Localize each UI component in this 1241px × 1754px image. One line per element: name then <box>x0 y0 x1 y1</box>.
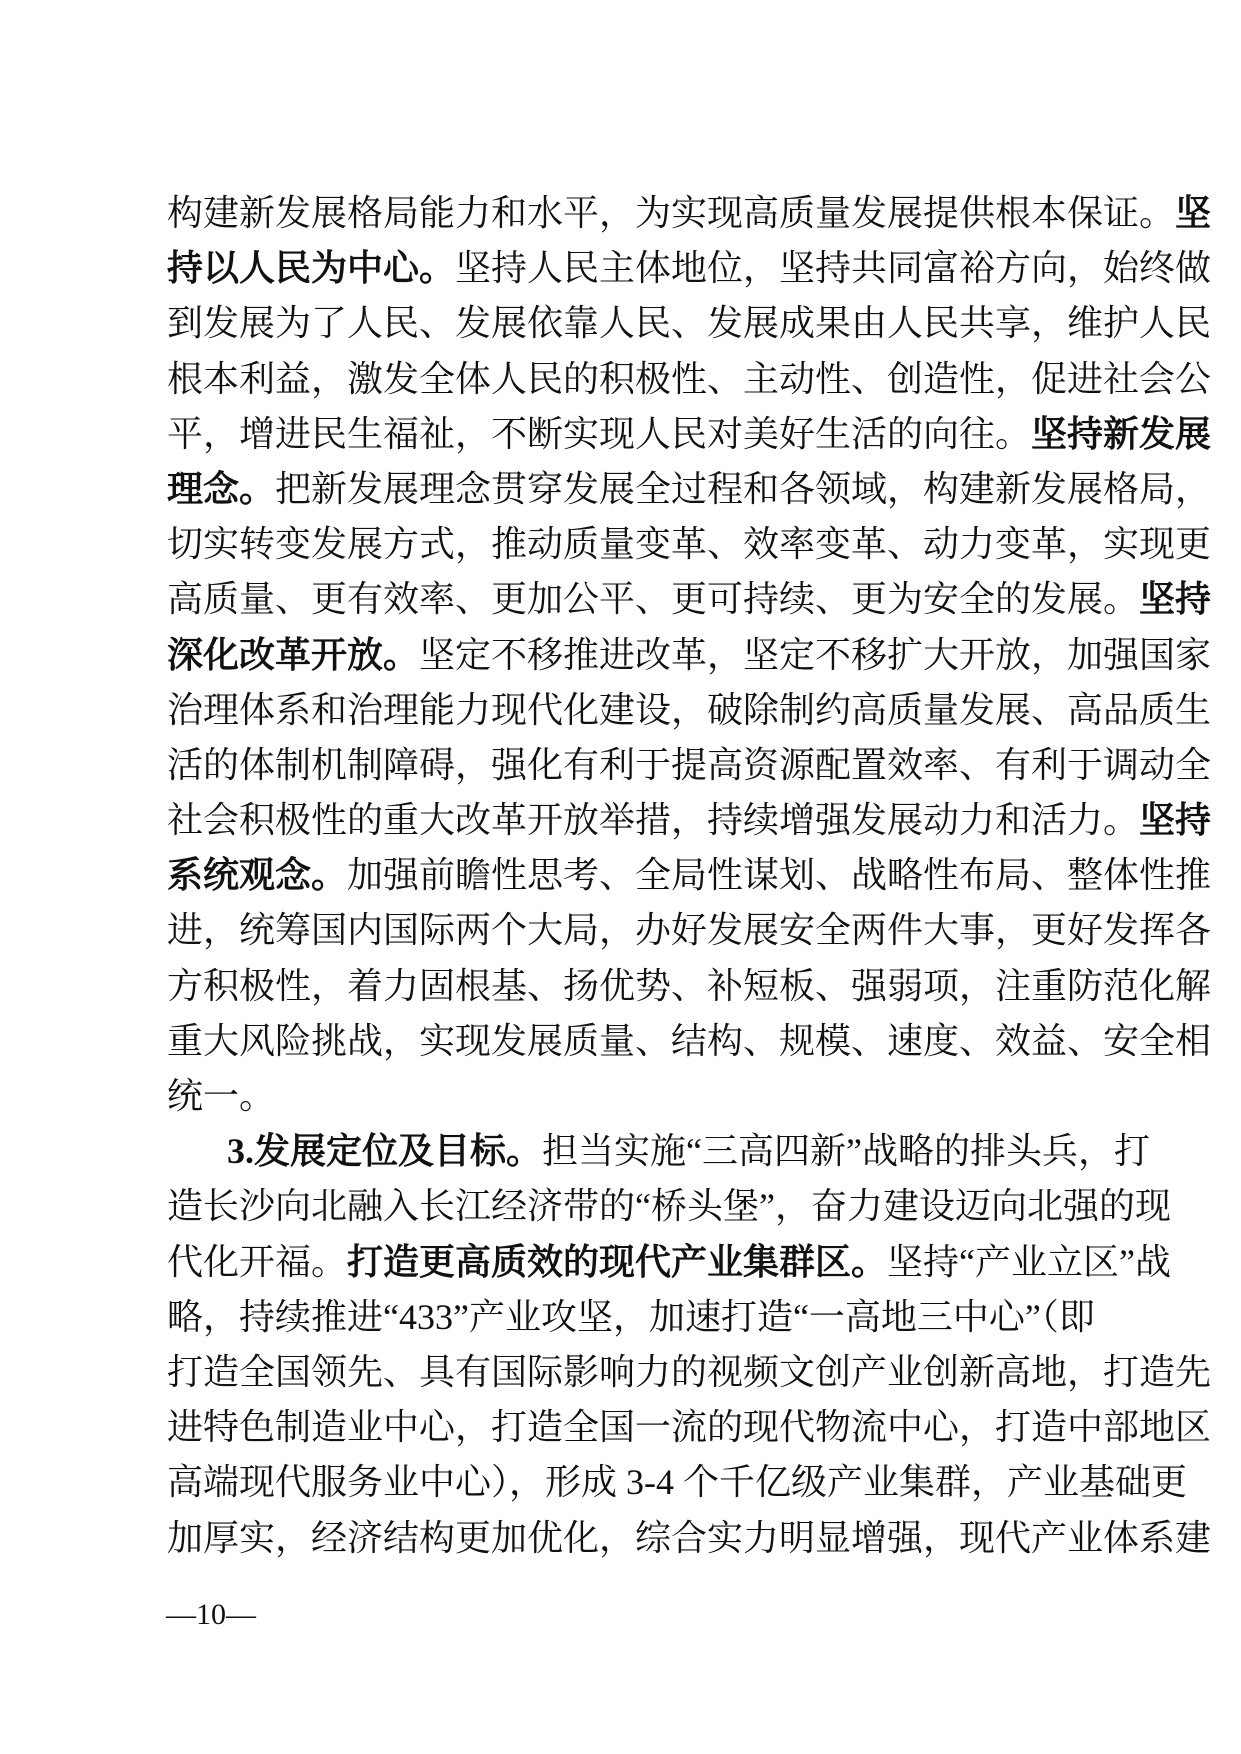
text-line <box>167 793 1212 848</box>
text-line <box>167 1455 1187 1510</box>
text-line <box>167 1290 1095 1345</box>
text-line <box>167 683 1212 738</box>
text-line <box>167 462 1212 517</box>
body-text-segment: 治理体系和治理能力现代化建设，破除制约高质量发展、高品质生 <box>167 689 1212 730</box>
text-line <box>167 848 1212 903</box>
text-line <box>167 628 1212 683</box>
body-text-segment: 构建新发展格局能力和水平，为实现高质量发展提供根本保证。 <box>167 193 1176 233</box>
text-line <box>167 1345 1212 1400</box>
text-line <box>167 296 1212 351</box>
body-text-segment: 社会积极性的重大改革开放举措，持续增强发展动力和活力。 <box>167 800 1140 841</box>
body-text-segment: 略，持续推进“433”产业攻坚，加速打造“一高地三中心”（即 <box>167 1296 1095 1337</box>
body-text-segment: 坚定不移推进改革，坚定不移扩大开放，加强国家 <box>419 634 1212 675</box>
text-line <box>167 352 1212 407</box>
text-line <box>167 959 1212 1014</box>
body-text-segment: 加厚实，经济结构更加优化，综合实力明显增强，现代产业体系建 <box>167 1517 1212 1558</box>
body-text-segment: 坚持“产业立区”战 <box>887 1241 1171 1282</box>
text-line <box>167 1069 1073 1124</box>
body-text-segment: 根本利益，激发全体人民的积极性、主动性、创造性，促进社会公 <box>167 358 1212 399</box>
text-line <box>167 1014 1212 1069</box>
text-line <box>167 1400 1212 1455</box>
bold-heading-text: 系统观念。 <box>167 855 348 896</box>
body-text-segment: 平，增进民生福祉，不断实现人民对美好生活的向往。 <box>167 413 1032 454</box>
body-text-segment: 代化开福。 <box>167 1241 348 1282</box>
body-text-segment: 统一。 <box>167 1076 276 1116</box>
body-text-segment: 切实转变发展方式，推动质量变革、效率变革、动力变革，实现更 <box>167 524 1212 565</box>
text-line <box>167 572 1212 627</box>
text-line <box>167 186 1212 241</box>
bold-heading-text: 坚持 <box>1139 579 1212 620</box>
body-text-segment: 高质量、更有效率、更加公平、更可持续、更为安全的发展。 <box>167 579 1140 620</box>
text-line <box>167 407 1212 462</box>
bold-heading-text: 坚持新发展 <box>1031 413 1212 454</box>
text-line <box>167 241 1212 296</box>
text-line <box>167 1124 1150 1179</box>
body-text-segment: 坚持人民主体地位，坚持共同富裕方向，始终做 <box>455 248 1212 289</box>
body-text-segment: 高端现代服务业中心），形成 3-4 个千亿级产业集群，产业基础更 <box>167 1462 1187 1503</box>
bold-heading-text: 打造更高质效的现代产业集群区。 <box>347 1241 888 1282</box>
bold-heading-text: 3.发展定位及目标。 <box>227 1131 543 1172</box>
bold-heading-text: 坚 <box>1175 193 1212 233</box>
body-text-segment: 加强前瞻性思考、全局性谋划、战略性布局、整体性推 <box>347 855 1212 896</box>
text-line <box>167 903 1212 958</box>
body-text-segment: 打造全国领先、具有国际影响力的视频文创产业创新高地，打造先 <box>167 1351 1212 1392</box>
text-line <box>167 1511 1212 1566</box>
body-text-segment: 到发展为了人民、发展依靠人民、发展成果由人民共享，维护人民 <box>167 303 1212 344</box>
body-text-segment: 造长沙向北融入长江经济带的“桥头堡”，奋力建设迈向北强的现 <box>167 1186 1171 1227</box>
text-line <box>167 517 1212 572</box>
body-text-segment: 进，统筹国内国际两个大局，办好发展安全两件大事，更好发挥各 <box>167 910 1212 951</box>
body-text-segment: 进特色制造业中心，打造全国一流的现代物流中心，打造中部地区 <box>167 1407 1212 1448</box>
body-text-segment: 方积极性，着力固根基、扬优势、补短板、强弱项，注重防范化解 <box>167 965 1212 1006</box>
body-text-segment: 担当实施“三高四新”战略的排头兵，打 <box>542 1131 1150 1172</box>
page-number: —10— <box>166 1598 256 1631</box>
body-text-segment: 重大风险挑战，实现发展质量、结构、规模、速度、效益、安全相 <box>167 1020 1212 1061</box>
body-text-segment: 活的体制机制障碍，强化有利于提高资源配置效率、有利于调动全 <box>167 744 1212 785</box>
text-line <box>167 1235 1171 1290</box>
bold-heading-text: 深化改革开放。 <box>167 634 420 675</box>
body-text <box>167 186 1212 1566</box>
bold-heading-text: 理念。 <box>167 468 276 509</box>
text-line <box>167 738 1212 793</box>
bold-heading-text: 持以人民为中心。 <box>167 248 456 289</box>
text-line <box>167 1179 1171 1234</box>
body-text-segment: 把新发展理念贯穿发展全过程和各领域，构建新发展格局， <box>275 468 1212 509</box>
bold-heading-text: 坚持 <box>1139 800 1212 841</box>
